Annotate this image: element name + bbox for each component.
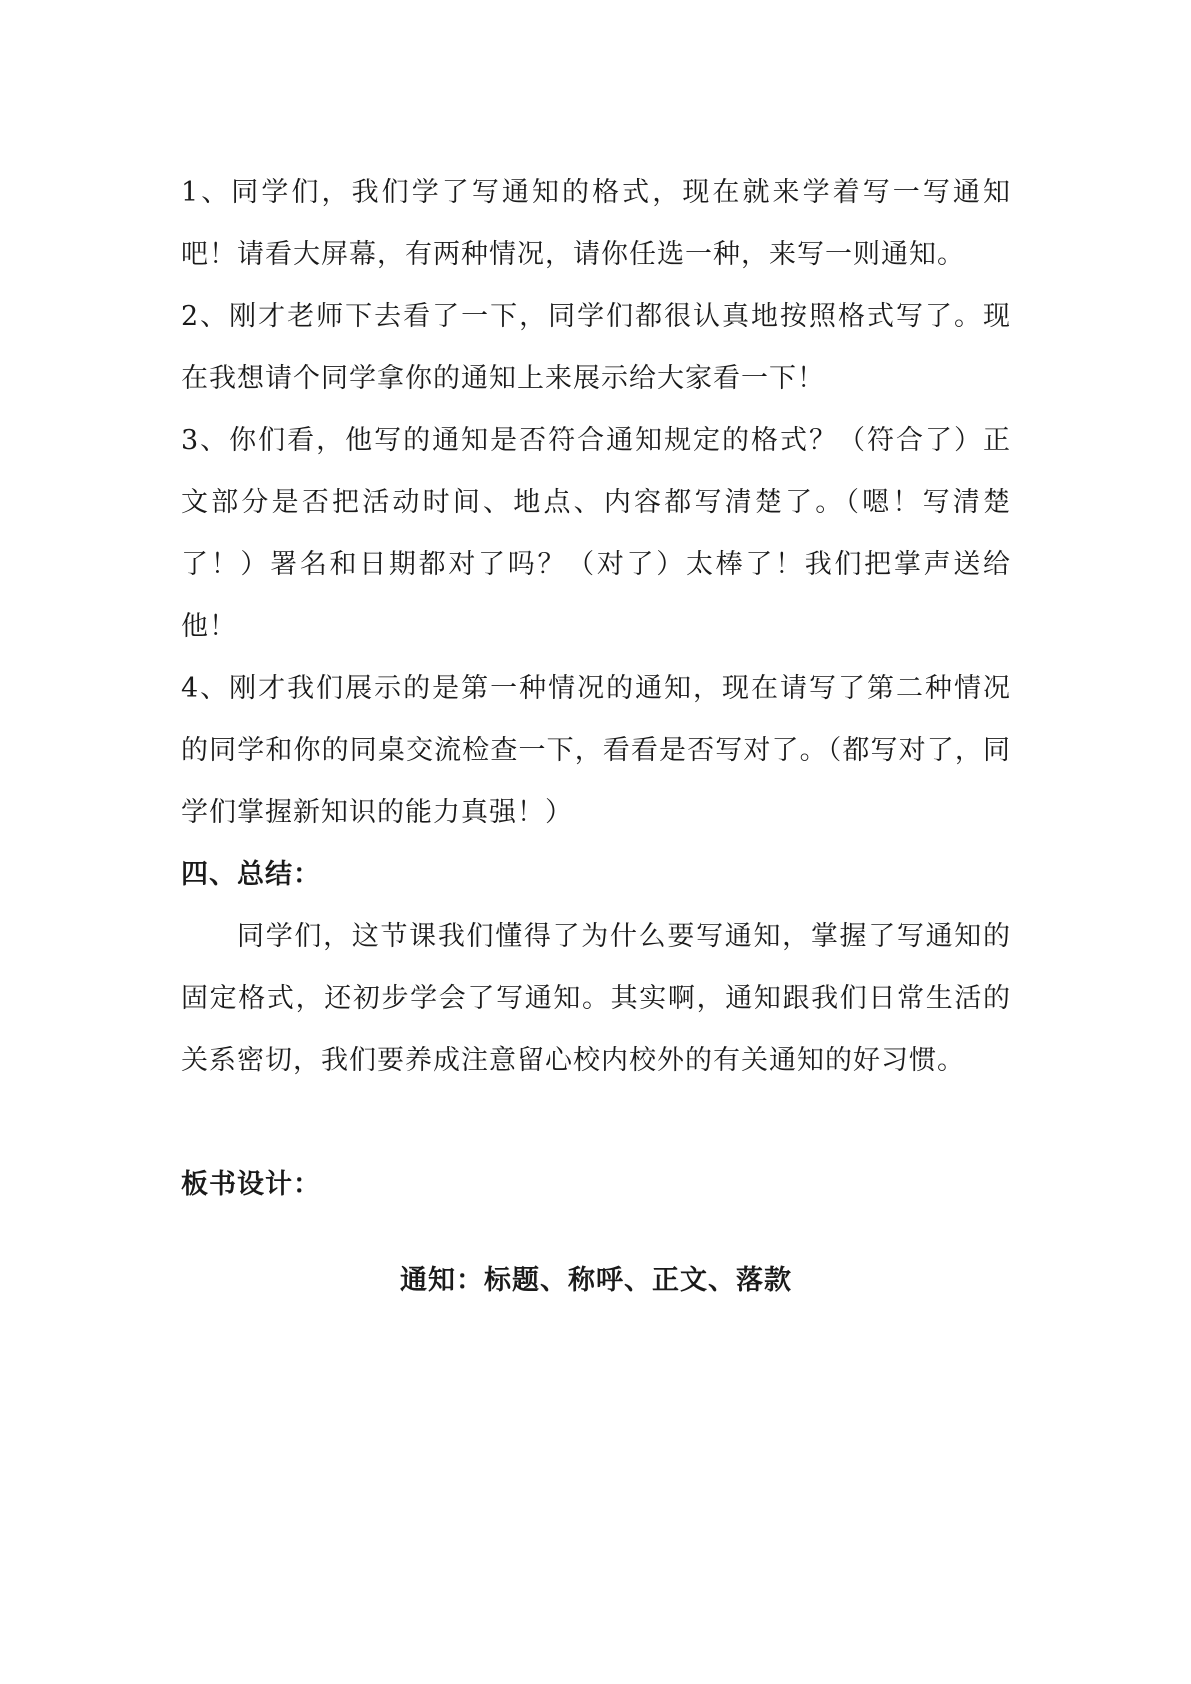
paragraph-3: 3、你们看，他写的通知是否符合通知规定的格式？（符合了）正文部分是否把活动时间、地点、内容都写清楚了。（嗯！写清楚了！）署名和日期都对了吗？（对了）太棒了！我们把掌声送给他！ [181,425,1011,642]
paragraph-1: 1、同学们，我们学了写通知的格式，现在就来学着写一写通知吧！请看大屏幕，有两种情况，请你任选一种，来写一则通知。 [181,177,1011,270]
board-design-content: 通知：标题、称呼、正文、落款 [400,1265,792,1296]
summary-heading: 四、总结： [181,859,321,890]
paragraph-4: 4、刚才我们展示的是第一种情况的通知，现在请写了第二种情况的同学和你的同桌交流检查一下，看看是否写对了。（都写对了，同学们掌握新知识的能力真强！） [181,673,1011,828]
spacer [181,1092,1011,1154]
summary-text: 同学们，这节课我们懂得了为什么要写通知，掌握了写通知的固定格式，还初步学会了写通知。其实啊，通知跟我们日常生活的关系密切，我们要养成注意留心校内校外的有关通知的好习惯。 [181,921,1011,1076]
document-body [181,162,1011,1312]
paragraph-2: 2、刚才老师下去看了一下，同学们都很认真地按照格式写了。现在我想请个同学拿你的通知上来展示给大家看一下！ [181,301,1011,394]
spacer [181,1216,1011,1250]
board-design-heading: 板书设计： [181,1169,321,1200]
